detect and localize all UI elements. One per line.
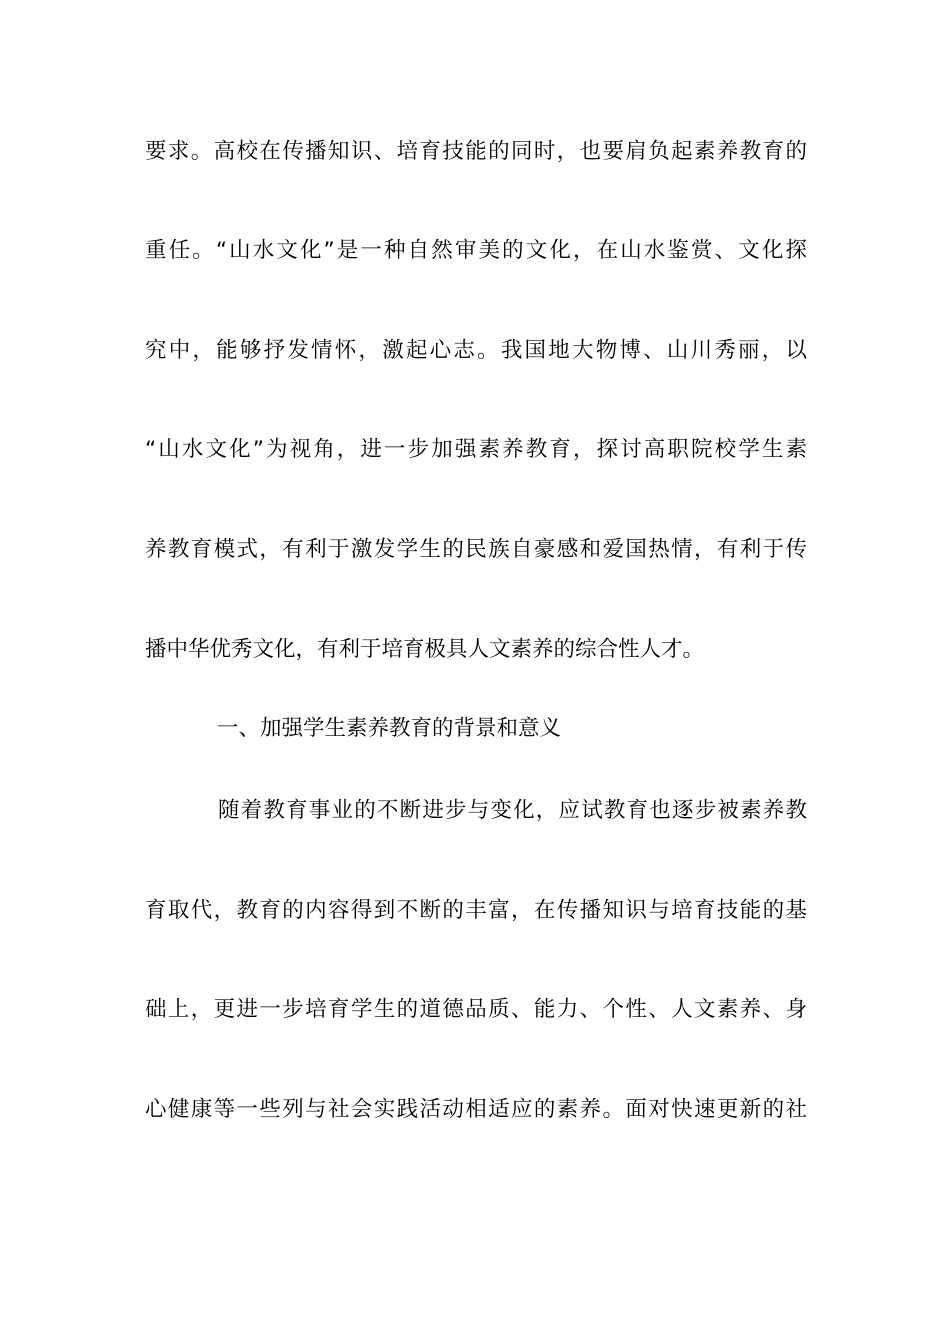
paragraph-line: 随着教育事业的不断进步与变化，应试教育也逐步被素养教: [218, 798, 807, 823]
paragraph-line: “山水文化”为视角，进一步加强素养教育，探讨高职院校学生素: [145, 437, 807, 462]
paragraph-line: 养教育模式，有利于激发学生的民族自豪感和爱国热情，有利于传: [145, 537, 807, 562]
paragraph-line: 础上，更进一步培育学生的道德品质、能力、个性、人文素养、身: [145, 997, 807, 1022]
paragraph-line: 播中华优秀文化，有利于培育极具人文素养的综合性人才。: [145, 637, 705, 662]
paragraph-line: 重任。“山水文化”是一种自然审美的文化，在山水鉴赏、文化探: [145, 238, 807, 263]
paragraph-line: 育取代，教育的内容得到不断的丰富，在传播知识与培育技能的基: [145, 898, 807, 923]
paragraph-line: 心健康等一些列与社会实践活动相适应的素养。面对快速更新的社: [145, 1097, 807, 1122]
paragraph-line: 究中，能够抒发情怀，激起心志。我国地大物博、山川秀丽，以: [145, 338, 807, 363]
section-heading: 一、加强学生素养教育的背景和意义: [217, 716, 562, 741]
paragraph-line: 要求。高校在传播知识、培育技能的同时，也要肩负起素养教育的: [145, 139, 807, 164]
